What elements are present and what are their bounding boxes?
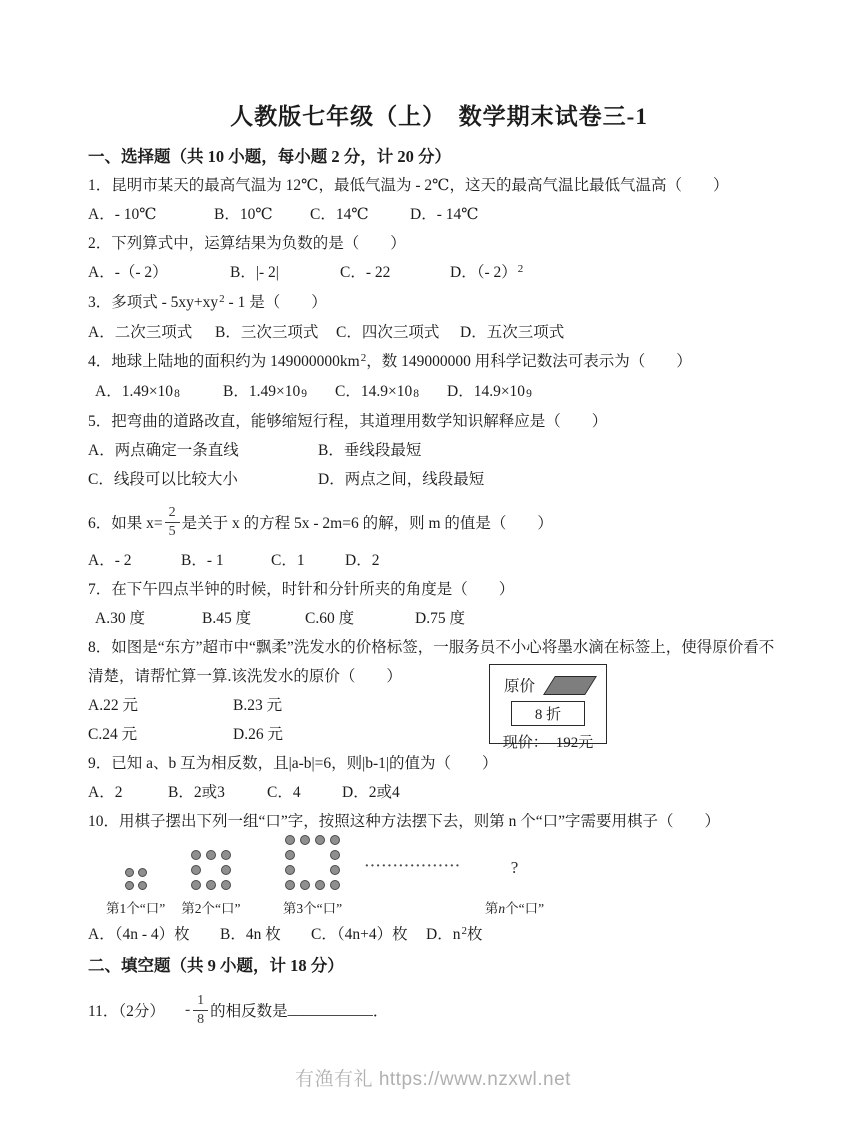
q5-option-b: B．垂线段最短 <box>318 442 422 459</box>
q5-option-a: A．两点确定一条直线 <box>88 442 239 459</box>
q6-option-d: D．2 <box>345 552 380 569</box>
q4-option-b: B．1.49×109 <box>223 383 307 400</box>
q7-options <box>95 609 790 629</box>
price-tag <box>489 664 607 751</box>
q9-option-d: D．2或4 <box>342 784 400 801</box>
q2-option-c: C．- 22 <box>340 264 391 281</box>
q8-option-d: D.26 元 <box>233 726 283 743</box>
q8-option-a: A.22 元 <box>88 697 138 714</box>
q9-option-a: A．2 <box>88 784 123 801</box>
section2-heading: 二、填空题（共 9 小题，计 18 分） <box>88 956 344 975</box>
q3-option-d: D．五次三项式 <box>460 324 565 341</box>
q9-option-b: B．2或3 <box>168 784 225 801</box>
minus-sign: - <box>184 1001 191 1018</box>
figure-group-2 <box>181 847 240 917</box>
fraction-one-eighth: $\frac{1}{8}$ <box>193 994 208 1027</box>
current-price-value: 192元 <box>555 735 594 751</box>
ink-blot-parallelogram <box>543 676 597 695</box>
q10-figure <box>88 841 790 917</box>
q8-options-row1 <box>88 696 790 716</box>
figure-group-3 <box>282 832 342 917</box>
q4-stem: 4．地球上陆地的面积约为 $149000000km^2$，数 149000000 用科学记数法可表示为（ ） <box>88 352 692 370</box>
q2-options <box>88 263 790 284</box>
current-price-label: 现价： <box>502 735 548 751</box>
figure-label-1: 第1个“口” <box>106 901 166 916</box>
q8-option-c: C.24 元 <box>88 726 138 743</box>
original-price-label: 原价 <box>504 678 536 695</box>
q2-option-b: B．|- 2| <box>230 264 279 281</box>
q8-stem-line2: 清楚，请帮忙算一算.该洗发水的原价（ ） <box>88 668 402 685</box>
figure-label-2: 第2个“口” <box>181 901 241 916</box>
q8-stem-line1: 8．如图是“东方”超市中“飘柔”洗发水的价格标签，一服务员不小心将墨水滴在标签上，使得原价看不 <box>88 639 775 656</box>
q1-option-d: D．- 14℃ <box>410 206 479 223</box>
q10-stem: 10．用棋子摆出下列一组“口”字，按照这种方法摆下去，则第 n 个“口”字需要用棋子（ ） <box>88 813 721 830</box>
q6-option-a: A．- 2 <box>88 552 132 569</box>
q7-option-b: B.45 度 <box>202 610 252 627</box>
q1-option-a: A．- 10℃ <box>88 206 157 223</box>
q1-options <box>88 205 790 225</box>
q11-text: 的相反数是 <box>210 1003 288 1020</box>
figure-group-1 <box>106 866 165 917</box>
q2-option-a: A．-（- 2） <box>88 264 168 281</box>
q6-options <box>88 551 790 571</box>
q8-block <box>88 638 790 751</box>
q11-number: 11．（2分） <box>88 1003 165 1020</box>
q10-option-c: C．（4n+4）枚 <box>311 926 408 943</box>
page-title: 人教版七年级（上） 数学期末试卷三-1 <box>230 104 648 129</box>
q7-option-c: C.60 度 <box>305 610 355 627</box>
q7-option-d: D.75 度 <box>415 610 465 627</box>
q9-options <box>88 783 790 803</box>
q1-stem: 1．昆明市某天的最高气温为 12℃，最低气温为 - 2℃，这天的最高气温比最低气温高（ ） <box>88 177 729 194</box>
q6-option-b: B．- 1 <box>181 552 224 569</box>
q1-option-b: B．10℃ <box>214 206 273 223</box>
q5-option-d: D．两点之间，线段最短 <box>318 471 485 488</box>
q4-option-c: C．14.9×108 <box>335 383 419 400</box>
fraction-two-fifths: $\frac{2}{5}$ <box>165 506 180 539</box>
q11-stem <box>88 985 790 1035</box>
q6-option-c: C．1 <box>271 552 305 569</box>
figure-ellipsis: ················· <box>364 859 461 874</box>
dot-grid-1 <box>123 866 149 892</box>
q5-options-row1 <box>88 441 790 461</box>
section1-heading: 一、选择题（共 10 小题，每小题 2 分，计 20 分） <box>88 147 451 166</box>
figure-label-3: 第3个“口” <box>282 901 343 916</box>
watermark-footer: 有渔有礼 https://www.nzxwl.net <box>295 1069 571 1090</box>
q4-option-a: A．1.49×108 <box>95 383 180 400</box>
q4-option-d: D．14.9×109 <box>447 383 532 400</box>
q10-option-b: B．4n 枚 <box>220 926 281 943</box>
question-mark: ? <box>510 858 519 877</box>
q1-option-c: C．14℃ <box>310 206 369 223</box>
q3-options <box>88 323 790 343</box>
q8-option-b: B.23 元 <box>233 697 283 714</box>
q8-options-row2 <box>88 725 790 745</box>
q5-options-row2 <box>88 470 790 490</box>
dot-grid-3 <box>282 832 342 892</box>
discount-box: 8 折 <box>511 701 585 726</box>
q2-stem: 2．下列算式中，运算结果为负数的是（ ） <box>88 235 406 252</box>
figure-group-n <box>485 858 544 917</box>
q3-option-b: B．三次三项式 <box>215 324 319 341</box>
q10-option-a: A．（4n - 4）枚 <box>88 926 190 943</box>
dot-grid-2 <box>188 847 233 892</box>
answer-blank: ___________ <box>287 1001 373 1018</box>
q2-option-d: D．（- 2）$^2$ <box>450 263 524 281</box>
q9-stem: 9．已知 a、b 互为相反数，且|a-b|=6，则|b-1|的值为（ ） <box>88 755 498 772</box>
figure-label-n: 第n个“口” <box>484 901 545 916</box>
q10-options <box>88 925 790 946</box>
q5-stem: 5．把弯曲的道路改直，能够缩短行程，其道理用数学知识解释应是（ ） <box>88 413 608 430</box>
q3-option-c: C．四次三项式 <box>336 324 440 341</box>
q9-option-c: C．4 <box>267 784 301 801</box>
q4-options <box>95 382 790 403</box>
q5-option-c: C．线段可以比较大小 <box>88 471 238 488</box>
q11-period: ． <box>372 1003 389 1020</box>
q3-stem: 3．多项式 - $5xy+xy^2 - 1$ 是（ ） <box>88 293 327 311</box>
q7-option-a: A.30 度 <box>95 610 145 627</box>
q10-option-d: D．$n^2$枚 <box>426 925 483 943</box>
q7-stem: 7．在下午四点半钟的时候，时针和分针所夹的角度是（ ） <box>88 581 515 598</box>
q3-option-a: A．二次三项式 <box>88 324 193 341</box>
q6-stem: 6．如果 x= $\frac{2}{5}$ 是关于 x 的方程 5x - 2m=6 的解，则 m 的值是（ ） <box>88 504 553 539</box>
